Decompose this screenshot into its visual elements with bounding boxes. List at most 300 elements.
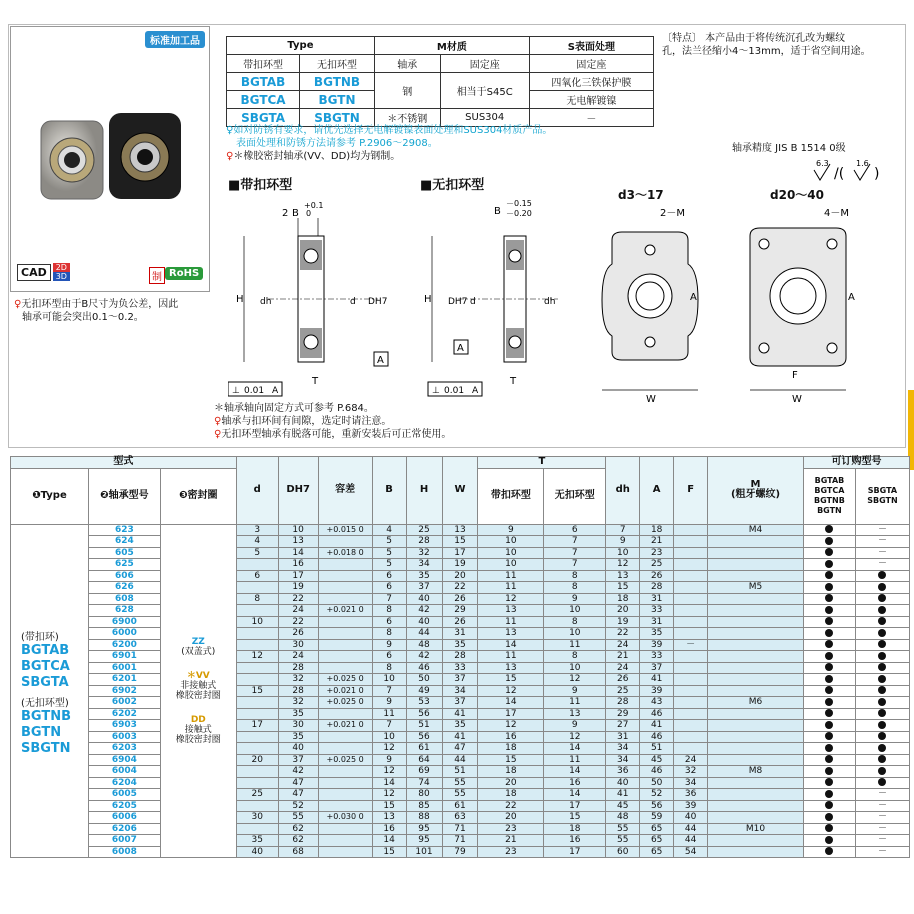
cell [803, 743, 855, 755]
table-row [11, 662, 910, 674]
cell [855, 639, 909, 651]
available-dot [825, 640, 833, 648]
svg-text:1.6: 1.6 [856, 159, 869, 168]
cell: 55 [606, 823, 640, 835]
cell: 26 [278, 628, 318, 640]
cell: － [855, 789, 909, 801]
code-sbgta[interactable]: SBGTA [227, 109, 300, 127]
available-dot [825, 537, 833, 545]
cell: 14 [478, 639, 544, 651]
cell: 13 [278, 536, 318, 548]
cell [803, 720, 855, 732]
spec-seat: 固定座 [440, 55, 529, 73]
svg-text:): ) [874, 166, 880, 182]
cell: 13 [544, 708, 606, 720]
cell [318, 731, 372, 743]
available-dot [825, 790, 833, 798]
h-type: ❶Type [11, 468, 89, 524]
cell [803, 835, 855, 847]
code-sbgtn[interactable]: SBGTN [300, 109, 375, 127]
cell: 30 [236, 812, 278, 824]
table-row [11, 720, 910, 732]
cell: 41 [606, 789, 640, 801]
available-dot [878, 755, 886, 763]
bearing-code[interactable]: 6006 [88, 812, 160, 824]
cell [803, 547, 855, 559]
cell [855, 674, 909, 686]
bearing-code[interactable]: 6204 [88, 777, 160, 789]
cell: M10 [708, 823, 804, 835]
bearing-code[interactable]: 605 [88, 547, 160, 559]
cell: 46 [640, 708, 674, 720]
cell: 28 [278, 685, 318, 697]
cell: M4 [708, 524, 804, 536]
available-dot [825, 629, 833, 637]
cell: 59 [640, 812, 674, 824]
svg-text:F: F [792, 370, 798, 381]
cell [318, 846, 372, 858]
cell [855, 754, 909, 766]
bearing-code[interactable]: 6008 [88, 846, 160, 858]
cell: 11 [544, 754, 606, 766]
svg-text:d: d [470, 297, 476, 307]
cell [708, 605, 804, 617]
cell [855, 593, 909, 605]
code-bgtca[interactable]: BGTCA [227, 91, 300, 109]
cell: 10 [236, 616, 278, 628]
cell: 25 [236, 789, 278, 801]
code-bgtn[interactable]: BGTN [300, 91, 375, 109]
cell: 41 [640, 674, 674, 686]
available-dot [878, 640, 886, 648]
bearing-code[interactable]: 6000 [88, 628, 160, 640]
cell: － [855, 835, 909, 847]
cell [674, 674, 708, 686]
cell: 22 [278, 616, 318, 628]
available-dot [878, 709, 886, 717]
cell: 15 [478, 754, 544, 766]
cell [708, 559, 804, 571]
svg-text:B: B [494, 206, 501, 217]
available-dot [878, 594, 886, 602]
spec-surface-header: S表面处理 [529, 37, 653, 55]
cell [855, 662, 909, 674]
available-dot [825, 617, 833, 625]
cell: 18 [606, 593, 640, 605]
spec-black: 四氧化三铁保护膜 [529, 73, 653, 91]
cell [803, 628, 855, 640]
bearing-code[interactable]: 6001 [88, 662, 160, 674]
cell: 13 [478, 628, 544, 640]
cell: 21 [640, 536, 674, 548]
diagram-title-no-ring: ■无扣环型 [420, 178, 485, 193]
cell: 12 [478, 720, 544, 732]
svg-text:A: A [272, 386, 279, 396]
cell: 49 [406, 685, 442, 697]
cell: 12 [606, 559, 640, 571]
bearing-code[interactable]: 6002 [88, 697, 160, 709]
cell: 19 [278, 582, 318, 594]
cell [855, 731, 909, 743]
table-row [11, 743, 910, 755]
cell: 17 [544, 846, 606, 858]
cell: 12 [236, 651, 278, 663]
cell: 40 [236, 846, 278, 858]
cell: 9 [544, 593, 606, 605]
cell: M6 [708, 697, 804, 709]
bearing-code[interactable]: 6901 [88, 651, 160, 663]
cell: 5 [372, 559, 406, 571]
cell [708, 570, 804, 582]
cell: 51 [640, 743, 674, 755]
cell [318, 835, 372, 847]
mid-notes: ♀如对防锈有要求，请优先选择无电解镀镍表面处理和SUS304材质产品。 表面处理和防锈方法请参考 P.2906～2908。 ♀＊橡胶密封轴承(VV、DD)均为钢制。 [226, 125, 553, 162]
cell: 18 [478, 789, 544, 801]
cell: 6 [236, 570, 278, 582]
available-dot [825, 675, 833, 683]
cell: 8 [372, 628, 406, 640]
cell: 31 [442, 628, 478, 640]
cell [236, 823, 278, 835]
cell: 41 [442, 731, 478, 743]
table-row [11, 823, 910, 835]
cell: 17 [442, 547, 478, 559]
diagram-title-d3: d3～17 [618, 188, 664, 202]
cell: 45 [606, 800, 640, 812]
available-dot [878, 778, 886, 786]
cell: 14 [278, 547, 318, 559]
cell: 20 [236, 754, 278, 766]
available-dot [825, 560, 833, 568]
bearing-code[interactable]: 6005 [88, 789, 160, 801]
cell: 35 [640, 628, 674, 640]
cell [674, 685, 708, 697]
cell: － [855, 524, 909, 536]
h-order: 可订购型号 [803, 457, 909, 469]
spec-dash: － [529, 109, 653, 127]
available-dot [825, 594, 833, 602]
cell [803, 559, 855, 571]
sys-icon: 制 [149, 267, 165, 284]
table-row [11, 777, 910, 789]
cell: 25 [606, 685, 640, 697]
cell: 19 [606, 616, 640, 628]
cell [318, 777, 372, 789]
cell [803, 616, 855, 628]
cell: 51 [442, 766, 478, 778]
available-dot [878, 767, 886, 775]
cell [803, 662, 855, 674]
cell [855, 628, 909, 640]
cell: 21 [478, 835, 544, 847]
cell: 46 [640, 731, 674, 743]
cell: 50 [406, 674, 442, 686]
cell: 34 [606, 743, 640, 755]
standard-badge: 标准加工品 [145, 31, 205, 48]
cell: +0.015 0 [318, 524, 372, 536]
svg-text:W: W [792, 394, 802, 405]
available-dot [878, 606, 886, 614]
cell [236, 777, 278, 789]
available-dot [878, 686, 886, 694]
cell: 10 [544, 628, 606, 640]
seal-cell: ZZ (双盖式) ＊VV 非接触式 橡胶密封圈 DD 接触式 橡胶密封圈 [160, 524, 236, 858]
cell [708, 731, 804, 743]
cell: 23 [640, 547, 674, 559]
cell: 36 [674, 789, 708, 801]
cell: 31 [640, 593, 674, 605]
cell [855, 651, 909, 663]
bearing-code[interactable]: 6004 [88, 766, 160, 778]
cell: 14 [372, 777, 406, 789]
code-bgtab[interactable]: BGTAB [227, 73, 300, 91]
cell [236, 605, 278, 617]
bearing-code[interactable]: 6202 [88, 708, 160, 720]
cell [674, 628, 708, 640]
cell: 28 [442, 651, 478, 663]
cell: 7 [544, 547, 606, 559]
svg-text:W: W [646, 394, 656, 405]
cell: 9 [372, 754, 406, 766]
features-text: 〔特点〕 本产品由于将传统沉孔改为螺纹 孔，法兰径缩小4～13mm，适于省空间用途。 [662, 33, 871, 57]
svg-text:⊥: ⊥ [432, 386, 440, 396]
cell: 40 [406, 593, 442, 605]
bearing-code[interactable]: 6904 [88, 754, 160, 766]
cell: 35 [278, 731, 318, 743]
bearing-code[interactable]: 623 [88, 524, 160, 536]
bearing-code[interactable]: 606 [88, 570, 160, 582]
cell: 56 [406, 731, 442, 743]
bearing-code[interactable]: 6203 [88, 743, 160, 755]
cell: － [855, 559, 909, 571]
bearing-code[interactable]: 628 [88, 605, 160, 617]
available-dot [878, 744, 886, 752]
cell [674, 593, 708, 605]
svg-text:H: H [424, 294, 432, 305]
available-dot [825, 767, 833, 775]
spec-nickel: 无电解镀镍 [529, 91, 653, 109]
available-dot [825, 652, 833, 660]
cell: 24 [278, 651, 318, 663]
cell: － [855, 812, 909, 824]
cell: 8 [236, 593, 278, 605]
cell [708, 789, 804, 801]
cell: 6 [372, 616, 406, 628]
table-row [11, 835, 910, 847]
cell: 20 [442, 570, 478, 582]
bearing-code[interactable]: 6003 [88, 731, 160, 743]
cell: 80 [406, 789, 442, 801]
cell: 39 [640, 685, 674, 697]
cell [236, 800, 278, 812]
cell: 68 [278, 846, 318, 858]
cell [855, 616, 909, 628]
cell: 17 [236, 720, 278, 732]
cell: 15 [372, 800, 406, 812]
cell [708, 593, 804, 605]
bearing-code[interactable]: 6200 [88, 639, 160, 651]
type-cell: (带扣环) BGTAB BGTCA SBGTA (无扣环型) BGTNB BGTN SBGTN [11, 524, 89, 858]
cell: 9 [544, 685, 606, 697]
cell: 18 [640, 524, 674, 536]
cell: 12 [478, 685, 544, 697]
svg-text:+0.1: +0.1 [304, 201, 324, 210]
cell: 63 [442, 812, 478, 824]
cell: 4 [236, 536, 278, 548]
cell: 25 [640, 559, 674, 571]
cell [803, 524, 855, 536]
cell [708, 674, 804, 686]
bearing-code[interactable]: 6900 [88, 616, 160, 628]
cell: 12 [544, 731, 606, 743]
code-bgtnb[interactable]: BGTNB [300, 73, 375, 91]
cell: 11 [544, 697, 606, 709]
cell [674, 536, 708, 548]
available-dot [878, 698, 886, 706]
h-model: 型式 [11, 457, 237, 469]
cell: 32 [278, 697, 318, 709]
cell [803, 754, 855, 766]
cell [708, 616, 804, 628]
bearing-code[interactable]: 6902 [88, 685, 160, 697]
rohs-badge: RoHS [165, 267, 203, 280]
cell: 46 [640, 766, 674, 778]
cell: 31 [640, 616, 674, 628]
cell: 10 [478, 536, 544, 548]
cell: 26 [640, 570, 674, 582]
cell: 65 [640, 846, 674, 858]
cell [674, 605, 708, 617]
bearing-code[interactable]: 608 [88, 593, 160, 605]
cell: 34 [406, 559, 442, 571]
bearing-code[interactable]: 626 [88, 582, 160, 594]
cell: 10 [372, 731, 406, 743]
cell [318, 536, 372, 548]
bearing-code[interactable]: 6201 [88, 674, 160, 686]
cell: 16 [372, 823, 406, 835]
cell: 44 [674, 823, 708, 835]
bearing-code[interactable]: 625 [88, 559, 160, 571]
available-dot [825, 525, 833, 533]
cell [236, 697, 278, 709]
cell: 12 [478, 593, 544, 605]
cell: +0.025 0 [318, 697, 372, 709]
section-drawing-with-ring [228, 196, 408, 400]
cell: 30 [278, 639, 318, 651]
cell: 71 [442, 835, 478, 847]
cell: 32 [406, 547, 442, 559]
cell [803, 812, 855, 824]
cell: 8 [372, 662, 406, 674]
cell [708, 547, 804, 559]
cell: 37 [640, 662, 674, 674]
cell [855, 582, 909, 594]
cell [236, 639, 278, 651]
cell: 3 [236, 524, 278, 536]
cell: 26 [442, 616, 478, 628]
available-dot [825, 548, 833, 556]
h-f: F [674, 457, 708, 525]
h-b: B [372, 457, 406, 525]
cell: 79 [442, 846, 478, 858]
cell: 22 [478, 800, 544, 812]
cell: 21 [606, 651, 640, 663]
cell: 8 [544, 582, 606, 594]
spec-table [226, 36, 654, 127]
table-row [11, 846, 910, 858]
cell [674, 570, 708, 582]
cell: 15 [544, 812, 606, 824]
cell [803, 605, 855, 617]
bearing-code[interactable]: 6206 [88, 823, 160, 835]
cell: 101 [406, 846, 442, 858]
cell: 55 [442, 777, 478, 789]
spec-no-ring: 无扣环型 [300, 55, 375, 73]
cell [803, 651, 855, 663]
cell [855, 708, 909, 720]
cell: 22 [278, 593, 318, 605]
cell: 10 [478, 547, 544, 559]
cell: 35 [236, 835, 278, 847]
cell: 45 [640, 754, 674, 766]
cell: 14 [544, 766, 606, 778]
cell: 28 [606, 697, 640, 709]
finish-symbols [812, 156, 902, 184]
cell: 34 [674, 777, 708, 789]
cell [855, 777, 909, 789]
bearing-code[interactable]: 6007 [88, 835, 160, 847]
cell: 39 [674, 800, 708, 812]
h-m: M (粗牙螺纹) [708, 457, 804, 525]
cell [708, 651, 804, 663]
cell: 62 [278, 823, 318, 835]
cell [803, 570, 855, 582]
cell: 44 [442, 754, 478, 766]
cell [855, 605, 909, 617]
available-dot [825, 813, 833, 821]
cell: 22 [442, 582, 478, 594]
cell [803, 777, 855, 789]
cell [803, 731, 855, 743]
cell: 85 [406, 800, 442, 812]
cell [708, 812, 804, 824]
svg-text:dh: dh [260, 297, 272, 307]
cell: 5 [372, 536, 406, 548]
cell: 53 [406, 697, 442, 709]
front-view-d20-40 [740, 200, 864, 410]
bearing-code[interactable]: 6205 [88, 800, 160, 812]
cell [318, 628, 372, 640]
cell: 46 [406, 662, 442, 674]
cell [708, 639, 804, 651]
table-row [11, 639, 910, 651]
available-dot [825, 836, 833, 844]
cell: +0.025 0 [318, 754, 372, 766]
cell: 24 [674, 754, 708, 766]
bearing-code[interactable]: 6903 [88, 720, 160, 732]
available-dot [825, 755, 833, 763]
cell: 12 [372, 766, 406, 778]
cell [674, 708, 708, 720]
bearing-code[interactable]: 624 [88, 536, 160, 548]
cell: 11 [478, 570, 544, 582]
svg-text:A: A [457, 343, 464, 354]
cell: 12 [372, 743, 406, 755]
cell: 18 [478, 766, 544, 778]
cad-badge[interactable] [17, 263, 70, 281]
cell [803, 685, 855, 697]
cell: 15 [236, 685, 278, 697]
